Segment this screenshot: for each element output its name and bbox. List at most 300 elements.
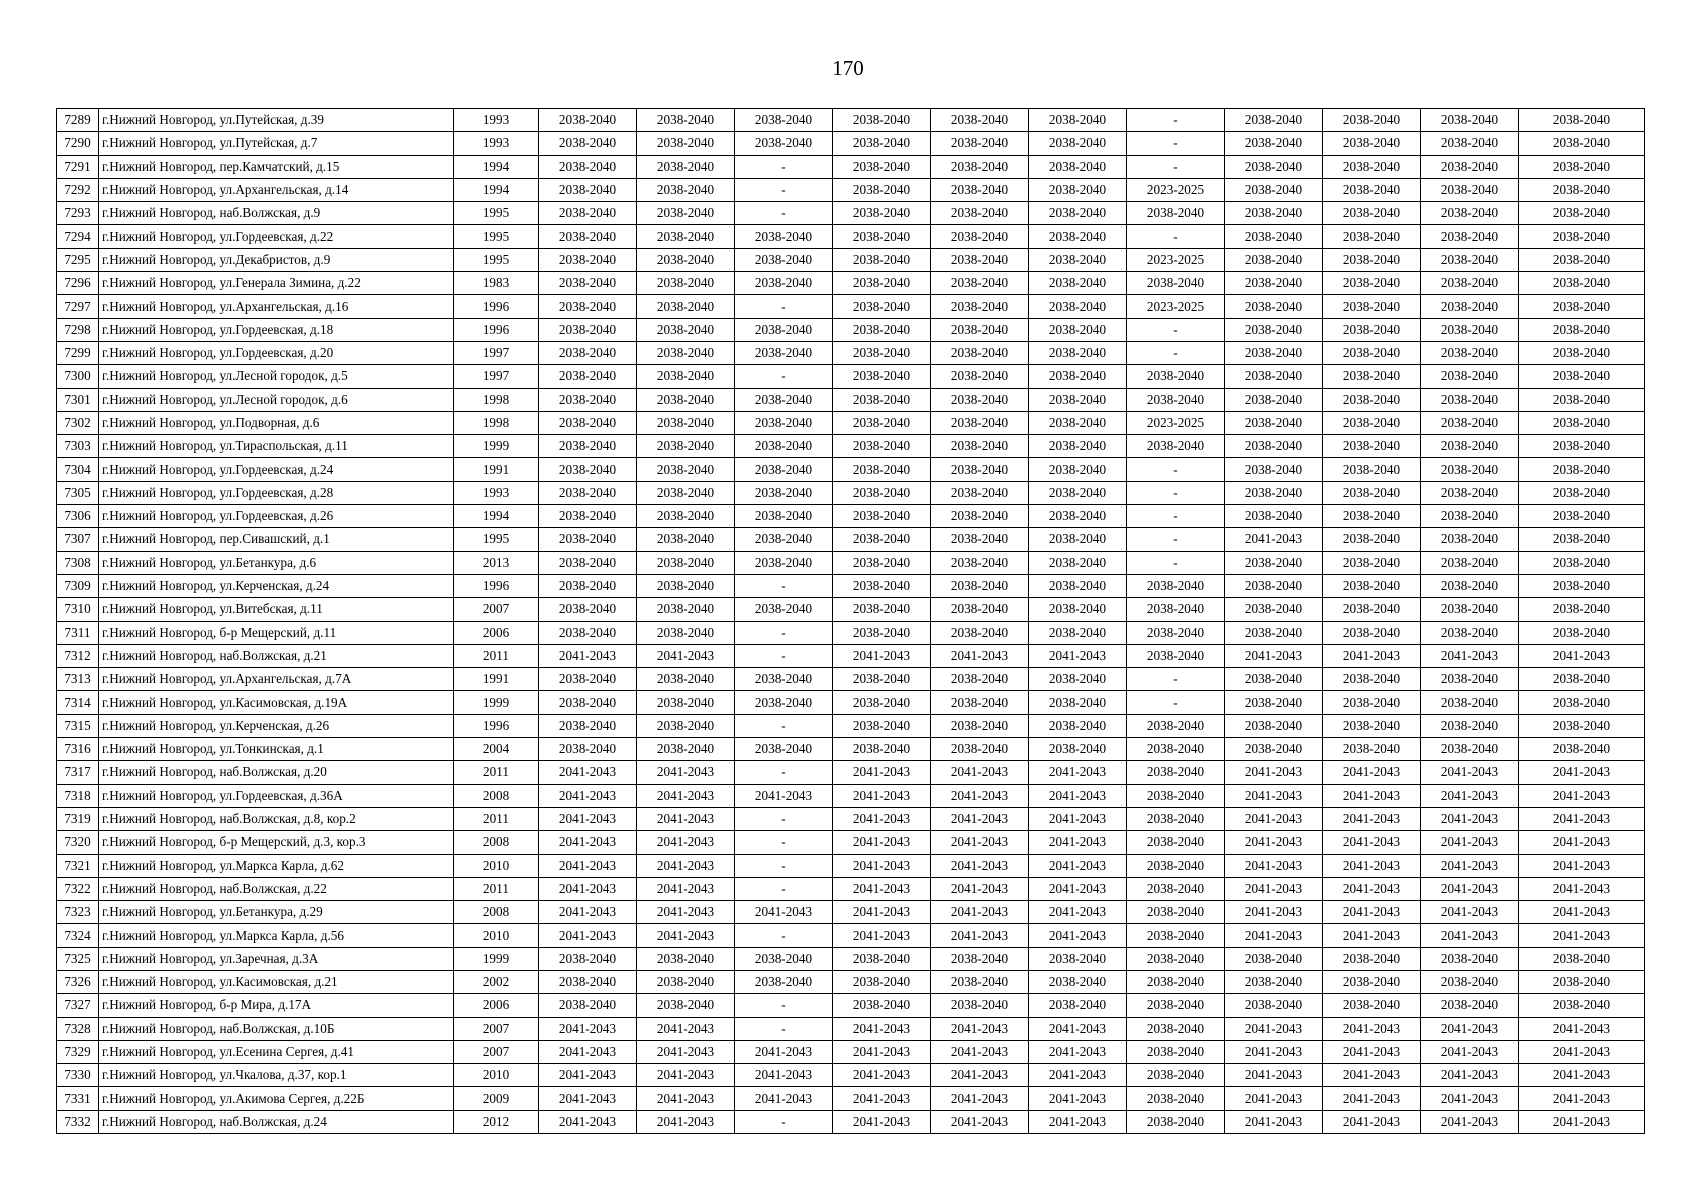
period-cell: 2038-2040 bbox=[1127, 877, 1225, 900]
period-cell: 2038-2040 bbox=[1127, 901, 1225, 924]
period-cell: 2038-2040 bbox=[1029, 574, 1127, 597]
period-cell: 2038-2040 bbox=[1323, 598, 1421, 621]
period-cell: 2038-2040 bbox=[1519, 947, 1645, 970]
row-number: 7327 bbox=[57, 994, 99, 1017]
period-cell: 2038-2040 bbox=[1519, 668, 1645, 691]
period-cell: 2041-2043 bbox=[539, 924, 637, 947]
period-cell: 2041-2043 bbox=[539, 854, 637, 877]
period-cell: 2038-2040 bbox=[735, 248, 833, 271]
row-number: 7315 bbox=[57, 714, 99, 737]
year-cell: 1999 bbox=[454, 691, 539, 714]
row-number: 7298 bbox=[57, 318, 99, 341]
period-cell: - bbox=[1127, 458, 1225, 481]
period-cell: - bbox=[735, 178, 833, 201]
period-cell: 2041-2043 bbox=[833, 924, 931, 947]
period-cell: 2038-2040 bbox=[1029, 365, 1127, 388]
period-cell: - bbox=[1127, 109, 1225, 132]
row-number: 7313 bbox=[57, 668, 99, 691]
period-cell: 2041-2043 bbox=[931, 1040, 1029, 1063]
period-cell: 2038-2040 bbox=[1225, 947, 1323, 970]
period-cell: 2038-2040 bbox=[539, 970, 637, 993]
table-row bbox=[57, 877, 1645, 900]
address-cell: г.Нижний Новгород, ул.Гордеевская, д.24 bbox=[99, 458, 454, 481]
period-cell: 2038-2040 bbox=[1029, 691, 1127, 714]
period-cell: 2041-2043 bbox=[1421, 901, 1519, 924]
period-cell: 2038-2040 bbox=[1127, 1110, 1225, 1133]
period-cell: 2041-2043 bbox=[931, 924, 1029, 947]
period-cell: 2038-2040 bbox=[735, 458, 833, 481]
period-cell: 2041-2043 bbox=[1421, 761, 1519, 784]
period-cell: 2038-2040 bbox=[1127, 435, 1225, 458]
period-cell: 2041-2043 bbox=[637, 924, 735, 947]
period-cell: 2038-2040 bbox=[1323, 505, 1421, 528]
period-cell: 2041-2043 bbox=[1421, 1110, 1519, 1133]
period-cell: 2038-2040 bbox=[637, 738, 735, 761]
period-cell: 2038-2040 bbox=[1225, 714, 1323, 737]
table-row bbox=[57, 970, 1645, 993]
table-row bbox=[57, 831, 1645, 854]
period-cell: 2038-2040 bbox=[1225, 435, 1323, 458]
address-cell: г.Нижний Новгород, ул.Чкалова, д.37, кор.1 bbox=[99, 1064, 454, 1087]
period-cell: 2038-2040 bbox=[1323, 970, 1421, 993]
period-cell: 2038-2040 bbox=[931, 551, 1029, 574]
registry-table bbox=[56, 108, 1645, 1134]
table-row bbox=[57, 691, 1645, 714]
period-cell: 2038-2040 bbox=[931, 155, 1029, 178]
period-cell: - bbox=[1127, 668, 1225, 691]
period-cell: 2041-2043 bbox=[539, 807, 637, 830]
period-cell: 2041-2043 bbox=[1323, 644, 1421, 667]
period-cell: - bbox=[735, 574, 833, 597]
period-cell: 2041-2043 bbox=[1519, 784, 1645, 807]
table-row bbox=[57, 225, 1645, 248]
year-cell: 1994 bbox=[454, 505, 539, 528]
row-number: 7321 bbox=[57, 854, 99, 877]
period-cell: 2041-2043 bbox=[833, 761, 931, 784]
period-cell: 2038-2040 bbox=[833, 225, 931, 248]
address-cell: г.Нижний Новгород, ул.Подворная, д.6 bbox=[99, 411, 454, 434]
row-number: 7329 bbox=[57, 1040, 99, 1063]
year-cell: 1995 bbox=[454, 528, 539, 551]
year-cell: 2006 bbox=[454, 621, 539, 644]
period-cell: 2038-2040 bbox=[637, 714, 735, 737]
period-cell: 2041-2043 bbox=[833, 854, 931, 877]
year-cell: 2010 bbox=[454, 924, 539, 947]
year-cell: 2011 bbox=[454, 807, 539, 830]
period-cell: 2038-2040 bbox=[637, 411, 735, 434]
period-cell: 2038-2040 bbox=[1519, 155, 1645, 178]
period-cell: 2041-2043 bbox=[1225, 644, 1323, 667]
period-cell: 2038-2040 bbox=[833, 388, 931, 411]
period-cell: 2038-2040 bbox=[1421, 248, 1519, 271]
period-cell: 2041-2043 bbox=[833, 1087, 931, 1110]
period-cell: 2038-2040 bbox=[833, 318, 931, 341]
period-cell: 2038-2040 bbox=[539, 132, 637, 155]
year-cell: 2004 bbox=[454, 738, 539, 761]
period-cell: 2038-2040 bbox=[1323, 994, 1421, 1017]
address-cell: г.Нижний Новгород, ул.Бетанкура, д.6 bbox=[99, 551, 454, 574]
address-cell: г.Нижний Новгород, ул.Архангельская, д.16 bbox=[99, 295, 454, 318]
period-cell: 2041-2043 bbox=[833, 1017, 931, 1040]
period-cell: 2038-2040 bbox=[833, 341, 931, 364]
year-cell: 1998 bbox=[454, 388, 539, 411]
year-cell: 2009 bbox=[454, 1087, 539, 1110]
period-cell: 2038-2040 bbox=[1323, 272, 1421, 295]
period-cell: 2038-2040 bbox=[1519, 341, 1645, 364]
period-cell: 2038-2040 bbox=[735, 435, 833, 458]
table-row bbox=[57, 714, 1645, 737]
table-row bbox=[57, 155, 1645, 178]
period-cell: - bbox=[1127, 155, 1225, 178]
address-cell: г.Нижний Новгород, наб.Волжская, д.24 bbox=[99, 1110, 454, 1133]
period-cell: 2038-2040 bbox=[833, 994, 931, 1017]
period-cell: 2038-2040 bbox=[539, 598, 637, 621]
address-cell: г.Нижний Новгород, ул.Гордеевская, д.20 bbox=[99, 341, 454, 364]
period-cell: 2038-2040 bbox=[833, 411, 931, 434]
period-cell: 2038-2040 bbox=[931, 481, 1029, 504]
period-cell: 2038-2040 bbox=[539, 435, 637, 458]
period-cell: 2038-2040 bbox=[931, 528, 1029, 551]
period-cell: 2041-2043 bbox=[833, 901, 931, 924]
period-cell: 2041-2043 bbox=[931, 831, 1029, 854]
period-cell: 2038-2040 bbox=[1519, 691, 1645, 714]
period-cell: 2038-2040 bbox=[735, 505, 833, 528]
period-cell: - bbox=[735, 994, 833, 1017]
period-cell: 2041-2043 bbox=[1519, 1110, 1645, 1133]
period-cell: 2038-2040 bbox=[1029, 947, 1127, 970]
period-cell: 2038-2040 bbox=[1225, 621, 1323, 644]
period-cell: 2038-2040 bbox=[1519, 528, 1645, 551]
period-cell: 2041-2043 bbox=[1519, 924, 1645, 947]
period-cell: 2038-2040 bbox=[539, 109, 637, 132]
period-cell: 2038-2040 bbox=[637, 225, 735, 248]
period-cell: 2041-2043 bbox=[1519, 1087, 1645, 1110]
period-cell: 2041-2043 bbox=[1323, 1040, 1421, 1063]
period-cell: 2041-2043 bbox=[1225, 1040, 1323, 1063]
address-cell: г.Нижний Новгород, ул.Декабристов, д.9 bbox=[99, 248, 454, 271]
table-row bbox=[57, 738, 1645, 761]
year-cell: 1996 bbox=[454, 318, 539, 341]
period-cell: 2038-2040 bbox=[1323, 621, 1421, 644]
period-cell: - bbox=[1127, 225, 1225, 248]
period-cell: 2038-2040 bbox=[833, 621, 931, 644]
period-cell: 2038-2040 bbox=[1029, 970, 1127, 993]
address-cell: г.Нижний Новгород, ул.Генерала Зимина, д.22 bbox=[99, 272, 454, 295]
period-cell: 2038-2040 bbox=[1225, 994, 1323, 1017]
address-cell: г.Нижний Новгород, ул.Гордеевская, д.18 bbox=[99, 318, 454, 341]
period-cell: 2038-2040 bbox=[539, 225, 637, 248]
row-number: 7289 bbox=[57, 109, 99, 132]
year-cell: 1993 bbox=[454, 109, 539, 132]
address-cell: г.Нижний Новгород, ул.Путейская, д.39 bbox=[99, 109, 454, 132]
period-cell: 2041-2043 bbox=[1519, 807, 1645, 830]
period-cell: 2038-2040 bbox=[1519, 225, 1645, 248]
period-cell: 2038-2040 bbox=[637, 551, 735, 574]
period-cell: 2038-2040 bbox=[1421, 318, 1519, 341]
period-cell: - bbox=[735, 877, 833, 900]
period-cell: 2038-2040 bbox=[1323, 691, 1421, 714]
period-cell: 2038-2040 bbox=[1421, 947, 1519, 970]
table-row bbox=[57, 598, 1645, 621]
period-cell: 2038-2040 bbox=[1127, 784, 1225, 807]
period-cell: - bbox=[1127, 341, 1225, 364]
address-cell: г.Нижний Новгород, ул.Витебская, д.11 bbox=[99, 598, 454, 621]
year-cell: 1995 bbox=[454, 225, 539, 248]
table-row bbox=[57, 1064, 1645, 1087]
period-cell: 2038-2040 bbox=[539, 388, 637, 411]
period-cell: 2038-2040 bbox=[931, 574, 1029, 597]
period-cell: 2038-2040 bbox=[1225, 272, 1323, 295]
period-cell: 2038-2040 bbox=[1029, 481, 1127, 504]
period-cell: 2038-2040 bbox=[1029, 155, 1127, 178]
period-cell: 2038-2040 bbox=[1225, 738, 1323, 761]
year-cell: 1995 bbox=[454, 202, 539, 225]
period-cell: 2041-2043 bbox=[637, 761, 735, 784]
period-cell: 2038-2040 bbox=[1421, 178, 1519, 201]
period-cell: 2038-2040 bbox=[539, 481, 637, 504]
period-cell: 2041-2043 bbox=[1323, 831, 1421, 854]
period-cell: 2038-2040 bbox=[1421, 691, 1519, 714]
period-cell: 2041-2043 bbox=[1225, 854, 1323, 877]
address-cell: г.Нижний Новгород, наб.Волжская, д.10Б bbox=[99, 1017, 454, 1040]
period-cell: 2038-2040 bbox=[1029, 295, 1127, 318]
period-cell: 2038-2040 bbox=[637, 388, 735, 411]
period-cell: 2041-2043 bbox=[735, 1064, 833, 1087]
period-cell: 2038-2040 bbox=[1519, 621, 1645, 644]
address-cell: г.Нижний Новгород, ул.Керченская, д.24 bbox=[99, 574, 454, 597]
period-cell: 2038-2040 bbox=[539, 947, 637, 970]
period-cell: 2038-2040 bbox=[637, 970, 735, 993]
address-cell: г.Нижний Новгород, ул.Маркса Карла, д.62 bbox=[99, 854, 454, 877]
period-cell: 2038-2040 bbox=[931, 248, 1029, 271]
period-cell: 2038-2040 bbox=[1029, 551, 1127, 574]
period-cell: 2041-2043 bbox=[1421, 831, 1519, 854]
address-cell: г.Нижний Новгород, ул.Гордеевская, д.26 bbox=[99, 505, 454, 528]
table-row bbox=[57, 947, 1645, 970]
period-cell: 2038-2040 bbox=[1323, 411, 1421, 434]
period-cell: 2038-2040 bbox=[1519, 411, 1645, 434]
address-cell: г.Нижний Новгород, ул.Касимовская, д.19А bbox=[99, 691, 454, 714]
period-cell: 2041-2043 bbox=[637, 831, 735, 854]
period-cell: 2038-2040 bbox=[1323, 458, 1421, 481]
table-row bbox=[57, 178, 1645, 201]
row-number: 7296 bbox=[57, 272, 99, 295]
period-cell: 2038-2040 bbox=[1421, 341, 1519, 364]
period-cell: 2038-2040 bbox=[1127, 621, 1225, 644]
period-cell: 2038-2040 bbox=[1421, 994, 1519, 1017]
period-cell: 2038-2040 bbox=[539, 295, 637, 318]
row-number: 7322 bbox=[57, 877, 99, 900]
period-cell: 2041-2043 bbox=[1519, 1017, 1645, 1040]
period-cell: 2038-2040 bbox=[735, 132, 833, 155]
period-cell: 2038-2040 bbox=[1127, 598, 1225, 621]
year-cell: 1996 bbox=[454, 714, 539, 737]
period-cell: 2038-2040 bbox=[833, 132, 931, 155]
period-cell: 2038-2040 bbox=[1421, 598, 1519, 621]
period-cell: 2038-2040 bbox=[1519, 738, 1645, 761]
period-cell: 2038-2040 bbox=[735, 109, 833, 132]
period-cell: 2041-2043 bbox=[931, 901, 1029, 924]
period-cell: - bbox=[735, 854, 833, 877]
year-cell: 2008 bbox=[454, 831, 539, 854]
period-cell: 2038-2040 bbox=[1323, 178, 1421, 201]
period-cell: 2038-2040 bbox=[539, 738, 637, 761]
period-cell: 2038-2040 bbox=[1519, 714, 1645, 737]
address-cell: г.Нижний Новгород, наб.Волжская, д.9 bbox=[99, 202, 454, 225]
period-cell: 2038-2040 bbox=[931, 341, 1029, 364]
period-cell: - bbox=[1127, 481, 1225, 504]
row-number: 7291 bbox=[57, 155, 99, 178]
year-cell: 1991 bbox=[454, 458, 539, 481]
row-number: 7319 bbox=[57, 807, 99, 830]
period-cell: 2038-2040 bbox=[539, 411, 637, 434]
period-cell: 2023-2025 bbox=[1127, 178, 1225, 201]
period-cell: 2038-2040 bbox=[539, 318, 637, 341]
period-cell: 2041-2043 bbox=[833, 831, 931, 854]
period-cell: 2038-2040 bbox=[1421, 505, 1519, 528]
period-cell: 2038-2040 bbox=[637, 994, 735, 1017]
year-cell: 1991 bbox=[454, 668, 539, 691]
period-cell: 2038-2040 bbox=[637, 435, 735, 458]
period-cell: 2038-2040 bbox=[637, 621, 735, 644]
period-cell: 2038-2040 bbox=[539, 202, 637, 225]
period-cell: 2038-2040 bbox=[539, 574, 637, 597]
period-cell: 2038-2040 bbox=[931, 225, 1029, 248]
period-cell: 2038-2040 bbox=[1127, 807, 1225, 830]
year-cell: 1996 bbox=[454, 295, 539, 318]
table-row bbox=[57, 388, 1645, 411]
period-cell: 2041-2043 bbox=[1225, 1110, 1323, 1133]
period-cell: 2038-2040 bbox=[833, 574, 931, 597]
period-cell: 2038-2040 bbox=[1127, 924, 1225, 947]
row-number: 7295 bbox=[57, 248, 99, 271]
period-cell: 2038-2040 bbox=[539, 365, 637, 388]
period-cell: 2041-2043 bbox=[1323, 854, 1421, 877]
period-cell: 2038-2040 bbox=[539, 272, 637, 295]
period-cell: 2038-2040 bbox=[1519, 388, 1645, 411]
year-cell: 1997 bbox=[454, 365, 539, 388]
period-cell: 2038-2040 bbox=[1421, 435, 1519, 458]
period-cell: 2041-2043 bbox=[1519, 854, 1645, 877]
period-cell: 2041-2043 bbox=[1323, 761, 1421, 784]
period-cell: 2041-2043 bbox=[637, 1110, 735, 1133]
period-cell: 2041-2043 bbox=[637, 854, 735, 877]
period-cell: 2041-2043 bbox=[637, 784, 735, 807]
row-number: 7326 bbox=[57, 970, 99, 993]
period-cell: 2038-2040 bbox=[833, 295, 931, 318]
period-cell: 2038-2040 bbox=[1225, 668, 1323, 691]
table-row bbox=[57, 551, 1645, 574]
table-row bbox=[57, 807, 1645, 830]
period-cell: 2038-2040 bbox=[1421, 202, 1519, 225]
row-number: 7290 bbox=[57, 132, 99, 155]
period-cell: 2038-2040 bbox=[539, 528, 637, 551]
period-cell: 2038-2040 bbox=[833, 178, 931, 201]
period-cell: 2038-2040 bbox=[1029, 109, 1127, 132]
period-cell: 2038-2040 bbox=[735, 551, 833, 574]
address-cell: г.Нижний Новгород, ул.Архангельская, д.14 bbox=[99, 178, 454, 201]
period-cell: 2038-2040 bbox=[735, 970, 833, 993]
period-cell: 2038-2040 bbox=[1323, 365, 1421, 388]
row-number: 7294 bbox=[57, 225, 99, 248]
year-cell: 2007 bbox=[454, 1017, 539, 1040]
period-cell: 2041-2043 bbox=[1225, 877, 1323, 900]
period-cell: 2038-2040 bbox=[1127, 994, 1225, 1017]
period-cell: 2041-2043 bbox=[1421, 877, 1519, 900]
period-cell: 2038-2040 bbox=[735, 318, 833, 341]
period-cell: 2041-2043 bbox=[1029, 784, 1127, 807]
period-cell: 2023-2025 bbox=[1127, 248, 1225, 271]
address-cell: г.Нижний Новгород, ул.Тираспольская, д.11 bbox=[99, 435, 454, 458]
table-row bbox=[57, 505, 1645, 528]
period-cell: 2038-2040 bbox=[1029, 341, 1127, 364]
period-cell: 2041-2043 bbox=[637, 1040, 735, 1063]
row-number: 7293 bbox=[57, 202, 99, 225]
period-cell: 2041-2043 bbox=[539, 761, 637, 784]
table-row bbox=[57, 668, 1645, 691]
period-cell: 2038-2040 bbox=[637, 295, 735, 318]
period-cell: 2038-2040 bbox=[735, 738, 833, 761]
address-cell: г.Нижний Новгород, б-р Мещерский, д.3, кор.3 bbox=[99, 831, 454, 854]
table-row bbox=[57, 1110, 1645, 1133]
period-cell: 2038-2040 bbox=[931, 318, 1029, 341]
period-cell: 2041-2043 bbox=[833, 877, 931, 900]
period-cell: 2038-2040 bbox=[1029, 714, 1127, 737]
table-row bbox=[57, 1087, 1645, 1110]
period-cell: 2038-2040 bbox=[931, 714, 1029, 737]
table-row bbox=[57, 761, 1645, 784]
period-cell: 2038-2040 bbox=[1323, 574, 1421, 597]
period-cell: 2038-2040 bbox=[1029, 458, 1127, 481]
period-cell: 2041-2043 bbox=[1225, 1064, 1323, 1087]
row-number: 7332 bbox=[57, 1110, 99, 1133]
period-cell: 2041-2043 bbox=[735, 784, 833, 807]
period-cell: - bbox=[735, 365, 833, 388]
period-cell: 2038-2040 bbox=[833, 598, 931, 621]
address-cell: г.Нижний Новгород, ул.Тонкинская, д.1 bbox=[99, 738, 454, 761]
period-cell: 2038-2040 bbox=[1225, 458, 1323, 481]
period-cell: 2038-2040 bbox=[1323, 481, 1421, 504]
table-row bbox=[57, 341, 1645, 364]
period-cell: 2041-2043 bbox=[539, 784, 637, 807]
period-cell: 2038-2040 bbox=[1225, 155, 1323, 178]
period-cell: 2041-2043 bbox=[1029, 1064, 1127, 1087]
period-cell: 2038-2040 bbox=[1421, 411, 1519, 434]
year-cell: 2011 bbox=[454, 877, 539, 900]
row-number: 7317 bbox=[57, 761, 99, 784]
period-cell: 2038-2040 bbox=[931, 691, 1029, 714]
period-cell: 2038-2040 bbox=[1421, 295, 1519, 318]
period-cell: 2038-2040 bbox=[1519, 202, 1645, 225]
period-cell: 2038-2040 bbox=[1127, 947, 1225, 970]
period-cell: 2038-2040 bbox=[833, 365, 931, 388]
year-cell: 2007 bbox=[454, 598, 539, 621]
period-cell: 2038-2040 bbox=[539, 621, 637, 644]
period-cell: 2038-2040 bbox=[1323, 132, 1421, 155]
period-cell: 2038-2040 bbox=[1225, 132, 1323, 155]
period-cell: 2038-2040 bbox=[833, 272, 931, 295]
period-cell: 2038-2040 bbox=[637, 341, 735, 364]
period-cell: 2038-2040 bbox=[1225, 295, 1323, 318]
table-row bbox=[57, 202, 1645, 225]
row-number: 7308 bbox=[57, 551, 99, 574]
period-cell: 2041-2043 bbox=[1225, 807, 1323, 830]
period-cell: 2041-2043 bbox=[1029, 901, 1127, 924]
period-cell: 2038-2040 bbox=[1323, 528, 1421, 551]
row-number: 7311 bbox=[57, 621, 99, 644]
period-cell: 2041-2043 bbox=[1323, 784, 1421, 807]
period-cell: 2038-2040 bbox=[1323, 248, 1421, 271]
